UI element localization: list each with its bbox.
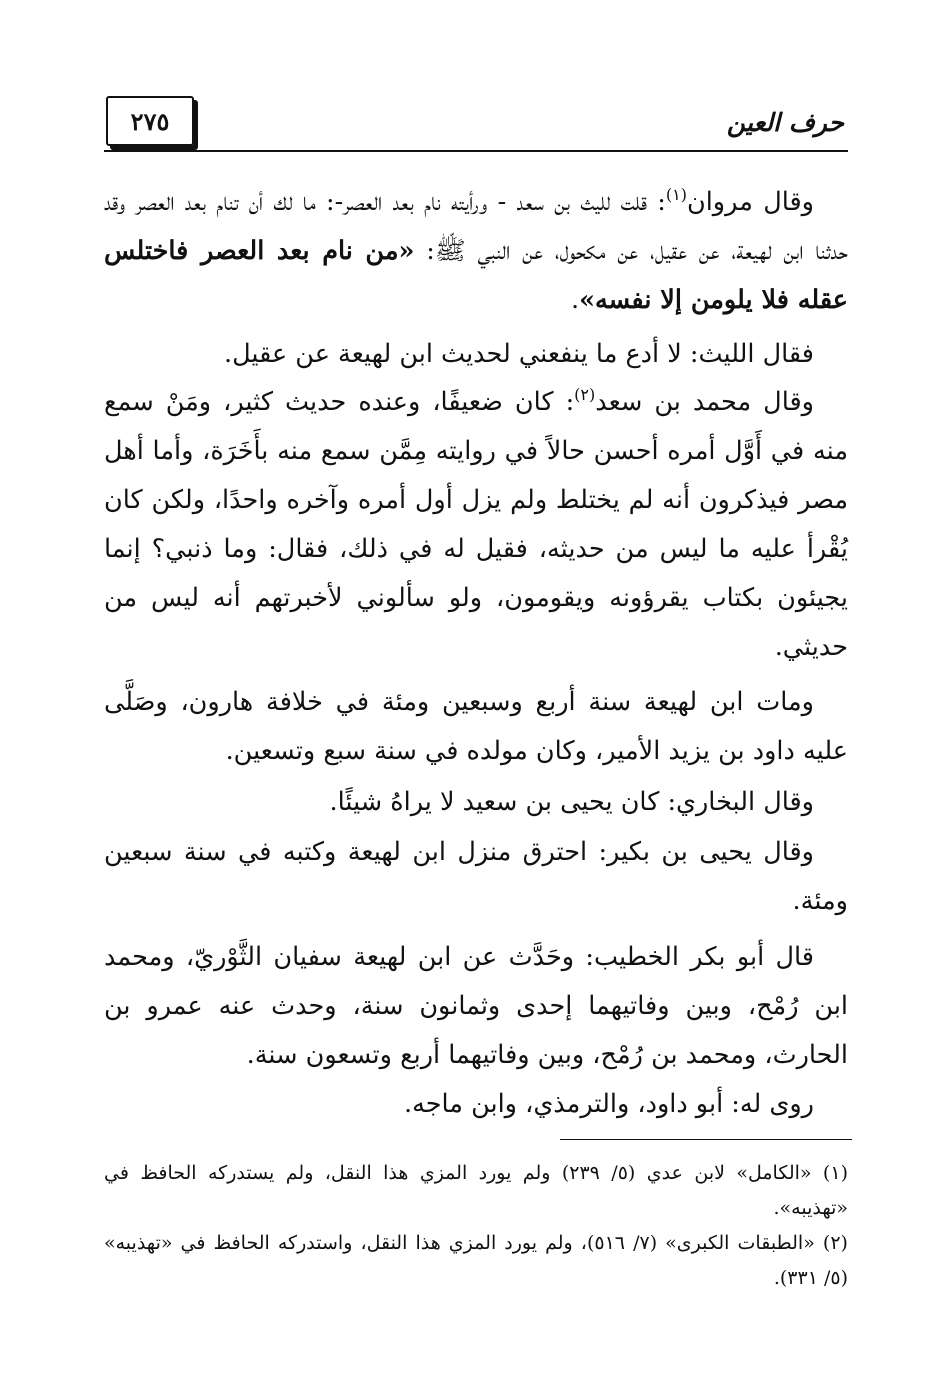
footnote-2: (٢) «الطبقات الكبرى» (٧/ ٥١٦)، ولم يورد المزي هذا النقل، واستدركه الحافظ في «تهذيبه» (٥/ ٣٣١). — [104, 1232, 848, 1289]
paragraph-marwan — [104, 178, 848, 325]
header-rule — [104, 150, 848, 152]
paragraph-death — [104, 678, 848, 776]
p1-end: . — [570, 285, 580, 315]
footnote-rule — [560, 1139, 852, 1140]
p5-text: وقال البخاري: كان يحيى بن سعيد لا يراهُ شيئًا. — [329, 787, 814, 817]
paragraph-ibn-saad — [104, 378, 848, 672]
footnote-ref-1[interactable]: (١) — [665, 185, 687, 204]
paragraph-yahya-bukayr — [104, 828, 848, 926]
footnote-ref-2[interactable]: (٢) — [574, 385, 596, 404]
running-head: حرف العين — [726, 108, 844, 137]
paragraph-bukhari — [104, 778, 848, 827]
p7-text: قال أبو بكر الخطيب: وحَدَّث عن ابن لهيعة سفيان الثَّوْريّ، ومحمد ابن رُمْح، وبين وفاتيهما إحدى وثمانون سنة، وحدث عنه عمرو بن الحارث، ومحمد بن رُمْح، وبين وفاتيهما أربع وتسعون سنة. — [104, 942, 848, 1070]
p8-text: روى له: أبو داود، والترمذي، وابن ماجه. — [404, 1089, 814, 1119]
hadith-quote: «من نام بعد العصر فاختلس عقله فلا يلومن إلا نفسه» — [104, 236, 848, 315]
footnotes — [104, 1156, 848, 1296]
p1-text: : قلت لليث بن سعد - ورأيته نام بعد العصر-: ما لك أن تنام بعد العصر وقد حدثنا ابن لهيعة، عن عقيل، عن مكحول، عن النبي ﷺ: — [104, 187, 848, 266]
p3-lead: وقال محمد بن سعد — [595, 387, 814, 417]
p2-text: فقال الليث: لا أدع ما ينفعني لحديث ابن لهيعة عن عقيل. — [223, 339, 814, 369]
p1-lead: وقال مروان — [687, 187, 814, 217]
page-number-box — [106, 96, 194, 146]
page-number: ٢٧٥ — [130, 106, 170, 136]
p4-text: ومات ابن لهيعة سنة أربع وسبعين ومئة في خلافة هارون، وصَلَّى عليه داود بن يزيد الأمير، وكان مولده في سنة سبع وتسعين. — [104, 687, 848, 766]
p6-text: وقال يحيى بن بكير: احترق منزل ابن لهيعة وكتبه في سنة سبعين ومئة. — [104, 837, 848, 916]
paragraph-laith — [104, 330, 848, 379]
footnote-1: (١) «الكامل» لابن عدي (٥/ ٢٣٩) ولم يورد المزي هذا النقل، ولم يستدركه الحافظ في «تهذيبه». — [104, 1162, 848, 1219]
paragraph-riwaya — [104, 1080, 848, 1129]
p3-text: : كان ضعيفًا، وعنده حديث كثير، ومَنْ سمع منه في أَوَّل أمره أحسن حالاً في روايته مِمَّن سمع منه بأَخَرَة، وأما أهل مصر فيذكرون أنه لم يختلط ولم يزل أول أمره وآخره واحدًا، ولكن كان يُقْرأ عليه ما ليس من حديثه، فقيل له في ذلك، فقال: وما ذنبي؟ إنما يجيئون بكتاب يقرؤونه ويقومون، ولو سألوني لأخبرتهم أنه ليس من حديثي. — [104, 387, 848, 662]
paragraph-khatib — [104, 933, 848, 1080]
